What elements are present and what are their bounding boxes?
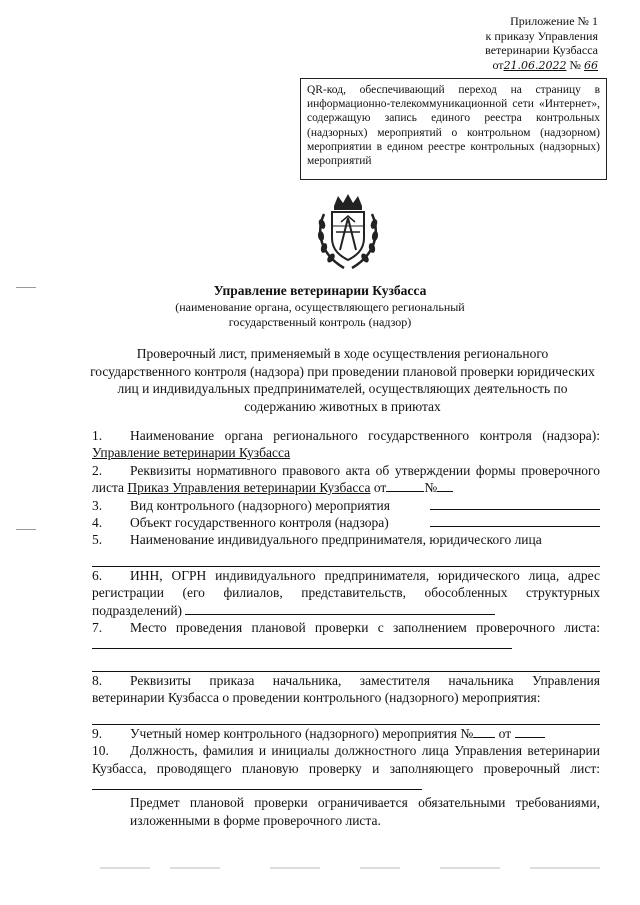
item-2-value: Приказ Управления ветеринарии Кузбасса [127,480,371,496]
handwritten-number: 66 [584,58,598,72]
item-6 [92,567,600,619]
item-5 [92,531,600,548]
margin-mark [16,287,36,290]
item-9-text: Учетный номер контрольного (надзорного) мероприятия № [130,725,474,741]
item-8-number: 8. [92,672,103,688]
date-prefix: от [492,57,504,72]
item-9-number: 9. [92,725,103,741]
checklist-title: Проверочный лист, применяемый в ходе осуществления регионального государственного контроля (надзора) при проведении плановой проверки юридических лиц и индивидуальных предпринимателей, осуществляющих деятельность по содержанию животных в приютах [90,346,595,414]
item-5-number: 5. [92,532,103,548]
organization-caption [0,300,640,329]
item-9 [92,725,600,742]
item-10 [92,742,600,794]
item-3-number: 3. [92,497,103,513]
item-10-text: Должность, фамилия и инициалы должностного лица Управления ветеринарии Кузбасса, проводящего плановую проверку и заполняющего проверочный лист: [92,743,600,776]
item-7 [92,619,600,654]
item-6-text: ИНН, ОГРН индивидуального предпринимателя, юридического лица, адрес регистрации (его филиалов, представительств, обособленных структурных подразделений) [92,567,600,618]
item-8 [92,672,600,707]
organization-caption-line-2: государственный контроль (надзор) [228,314,412,329]
organization-caption-line-1: (наименование органа, осуществляющего региональный [175,300,465,314]
appendix-line-2: к приказу Управления [485,28,598,43]
item-3 [92,497,600,514]
item-5-field[interactable] [92,549,600,567]
item-2-number-label: № [424,480,438,496]
item-10-number: 10. [92,743,109,759]
item-1 [92,427,600,462]
item-7-field-line-2[interactable] [92,654,600,672]
item-4-number: 4. [92,515,103,531]
handwritten-date: 21.06.2022 [503,58,567,72]
item-1-value: Управление ветеринарии Кузбасса [92,445,291,461]
item-1-number: 1. [92,428,103,443]
item-3-field[interactable] [430,497,600,510]
item-8-text: Реквизиты приказа начальника, заместителя начальника Управления ветеринарии Кузбасса о проведении контрольного (надзорного) мероприятия: [92,672,600,706]
margin-mark [16,529,36,532]
item-7-number: 7. [92,620,103,636]
item-2-text: Реквизиты нормативного правового акта об утверждении формы проверочного листа [92,462,600,496]
item-10-field[interactable] [92,777,422,790]
item-6-field[interactable] [185,602,495,615]
item-2-date-label: от [373,480,387,496]
item-8-field[interactable] [92,707,600,725]
appendix-date-line [485,58,598,74]
item-4 [92,514,600,531]
item-2-number-field[interactable] [437,479,453,492]
item-3-text: Вид контрольного (надзорного) мероприятия [130,497,390,513]
item-7-field[interactable] [92,636,512,649]
item-4-field[interactable] [430,514,600,527]
item-2-number: 2. [92,462,103,478]
number-prefix: № [569,57,581,72]
closing-paragraph: Предмет плановой проверки ограничивается обязательными требованиями, изложенными в форме проверочного листа. [130,795,600,828]
item-9-date-field[interactable] [515,725,545,738]
item-9-date-label: от [498,725,512,741]
item-9-number-field[interactable] [473,725,495,738]
item-7-text: Место проведения плановой проверки с заполнением проверочного листа: [130,620,600,636]
item-2-date-field[interactable] [386,479,424,492]
item-6-number: 6. [92,567,103,583]
appendix-note [485,14,598,73]
item-2 [92,462,600,497]
page-bottom-dashes [100,867,600,869]
kuzbass-coat-of-arms-icon [314,192,382,272]
organization-name: Управление ветеринарии Кузбасса [213,283,427,298]
appendix-line-3: ветеринарии Кузбасса [485,43,598,57]
item-4-text: Объект государственного контроля (надзора) [130,515,389,531]
appendix-line-1: Приложение № 1 [510,14,598,28]
item-1-text: Наименование органа регионального государственного контроля (надзора): [130,428,600,443]
item-5-text: Наименование индивидуального предпринимателя, юридического лица [130,532,542,548]
qr-code-placeholder: QR-код, обеспечивающий переход на страницу в информационно-телекоммуникационной сети «Интернет», содержащую запись единого реестра контрольных (надзорных) мероприятий о контрольном (надзорном) мероприятии в едином реестре контрольных (надзорных) мероприятий [300,78,607,180]
checklist-items [92,427,600,829]
